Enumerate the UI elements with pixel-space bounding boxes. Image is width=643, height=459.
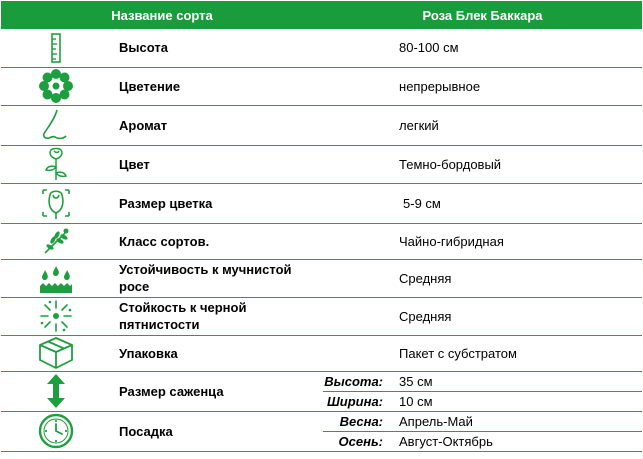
table-row [1,371,642,391]
seedling-height-value: 35 см [399,373,433,389]
flower-icon [1,67,111,105]
header-variety: Роза Блек Баккара [323,1,642,29]
planting-spring-label: Весна: [339,413,384,429]
seedling-height-label: Высота: [324,373,384,389]
row-label: Стойкость к черной пятнистости [119,300,247,332]
table-row [1,297,642,335]
row-label: Аромат [119,117,168,133]
table-row [1,29,642,67]
row-label: Размер саженца [111,371,323,411]
branch-icon [1,223,111,259]
row-label: Устойчивость к мучнистой росе [119,262,292,294]
row-value: Пакет с субстратом [399,345,517,361]
header-row [1,1,642,29]
row-label: Посадка [111,411,323,451]
row-value: 5-9 см [403,195,441,211]
table-row [1,223,642,259]
table-row [1,259,642,297]
row-value: 80-100 см [399,40,459,56]
rose-stem-icon [1,145,111,183]
spec-table [1,1,642,452]
row-value: легкий [399,117,439,133]
row-value: Средняя [399,270,452,286]
row-label: Цвет [119,156,150,172]
row-value: Чайно-гибридная [399,233,504,249]
row-label: Цветение [119,78,181,94]
row-value: непрерывное [399,78,481,94]
table-row [1,67,642,105]
burst-icon [1,297,111,335]
table-row [1,105,642,145]
row-label: Размер цветка [119,195,213,211]
row-label: Упаковка [119,345,178,361]
table-row [1,411,642,431]
header-name-column: Название сорта [1,1,323,29]
table-row [1,183,642,223]
seedling-width-label: Ширина: [327,393,384,409]
table-row [1,145,642,183]
box-icon [1,335,111,371]
rose-bud-icon [1,183,111,223]
planting-autumn-value: Август-Октябрь [399,433,493,449]
planting-autumn-label: Осень: [338,433,384,449]
row-value: Темно-бордовый [399,156,502,172]
ruler-icon [1,29,111,67]
row-label: Класс сортов. [119,233,210,249]
planting-spring-value: Апрель-Май [399,413,473,429]
vertical-arrows-icon [1,371,111,411]
row-label: Высота [119,40,168,56]
table-row [1,335,642,371]
seedling-width-value: 10 см [399,393,433,409]
clock-icon [1,411,111,451]
nose-icon [1,105,111,145]
droplets-icon [1,259,111,297]
row-value: Средняя [399,308,452,324]
